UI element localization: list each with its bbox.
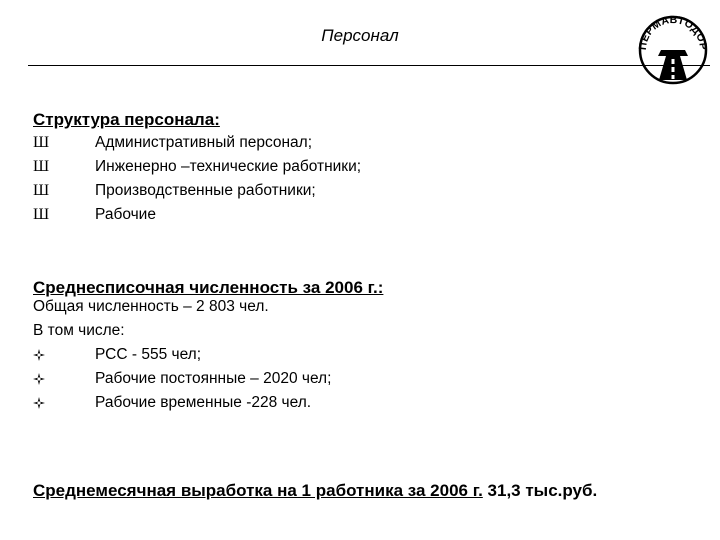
list-marker: Ш: [33, 158, 50, 175]
logo-text: ПЕРМАВТОДОР: [636, 13, 710, 51]
output-value: 31,3 тыс.руб.: [487, 481, 598, 500]
title-divider: [28, 65, 710, 66]
headcount-breakdown-list: [33, 343, 331, 415]
including-label: В том числе:: [33, 322, 125, 339]
structure-heading: Структура персонала:: [33, 110, 220, 129]
list-marker: Ш: [33, 182, 50, 199]
list-item: [33, 367, 331, 391]
list-item: [33, 179, 361, 203]
list-item: [33, 343, 331, 367]
list-item-text: Рабочие постоянные – 2020 чел;: [95, 370, 332, 387]
page-title: Персонал: [321, 26, 399, 45]
list-item: [33, 391, 331, 415]
svg-text:ПЕРМАВТОДОР: [637, 14, 709, 51]
total-headcount: Общая численность – 2 803 чел.: [33, 298, 269, 315]
list-item-text: Рабочие: [95, 206, 156, 223]
average-headcount-heading: Среднесписочная численность за 2006 г.:: [33, 278, 384, 297]
output-label: Среднемесячная выработка на 1 работника за 2006 г.: [33, 481, 483, 500]
structure-list: [33, 131, 361, 227]
company-logo: [632, 6, 714, 88]
list-marker: Ш: [33, 134, 50, 151]
list-marker: Ш: [33, 206, 50, 223]
output-per-worker: [33, 481, 597, 501]
diamond-bullet-icon: [33, 349, 95, 361]
diamond-bullet-icon: [33, 397, 95, 409]
list-item-text: Инженерно –технические работники;: [95, 158, 362, 175]
list-item: [33, 203, 361, 227]
list-item-text: Административный персонал;: [95, 134, 313, 151]
list-item-text: Производственные работники;: [95, 182, 316, 199]
list-item: [33, 131, 361, 155]
list-item-text: Рабочие временные -228 чел.: [95, 394, 312, 411]
list-item-text: РСС - 555 чел;: [95, 346, 202, 363]
list-item: [33, 155, 361, 179]
diamond-bullet-icon: [33, 373, 95, 385]
